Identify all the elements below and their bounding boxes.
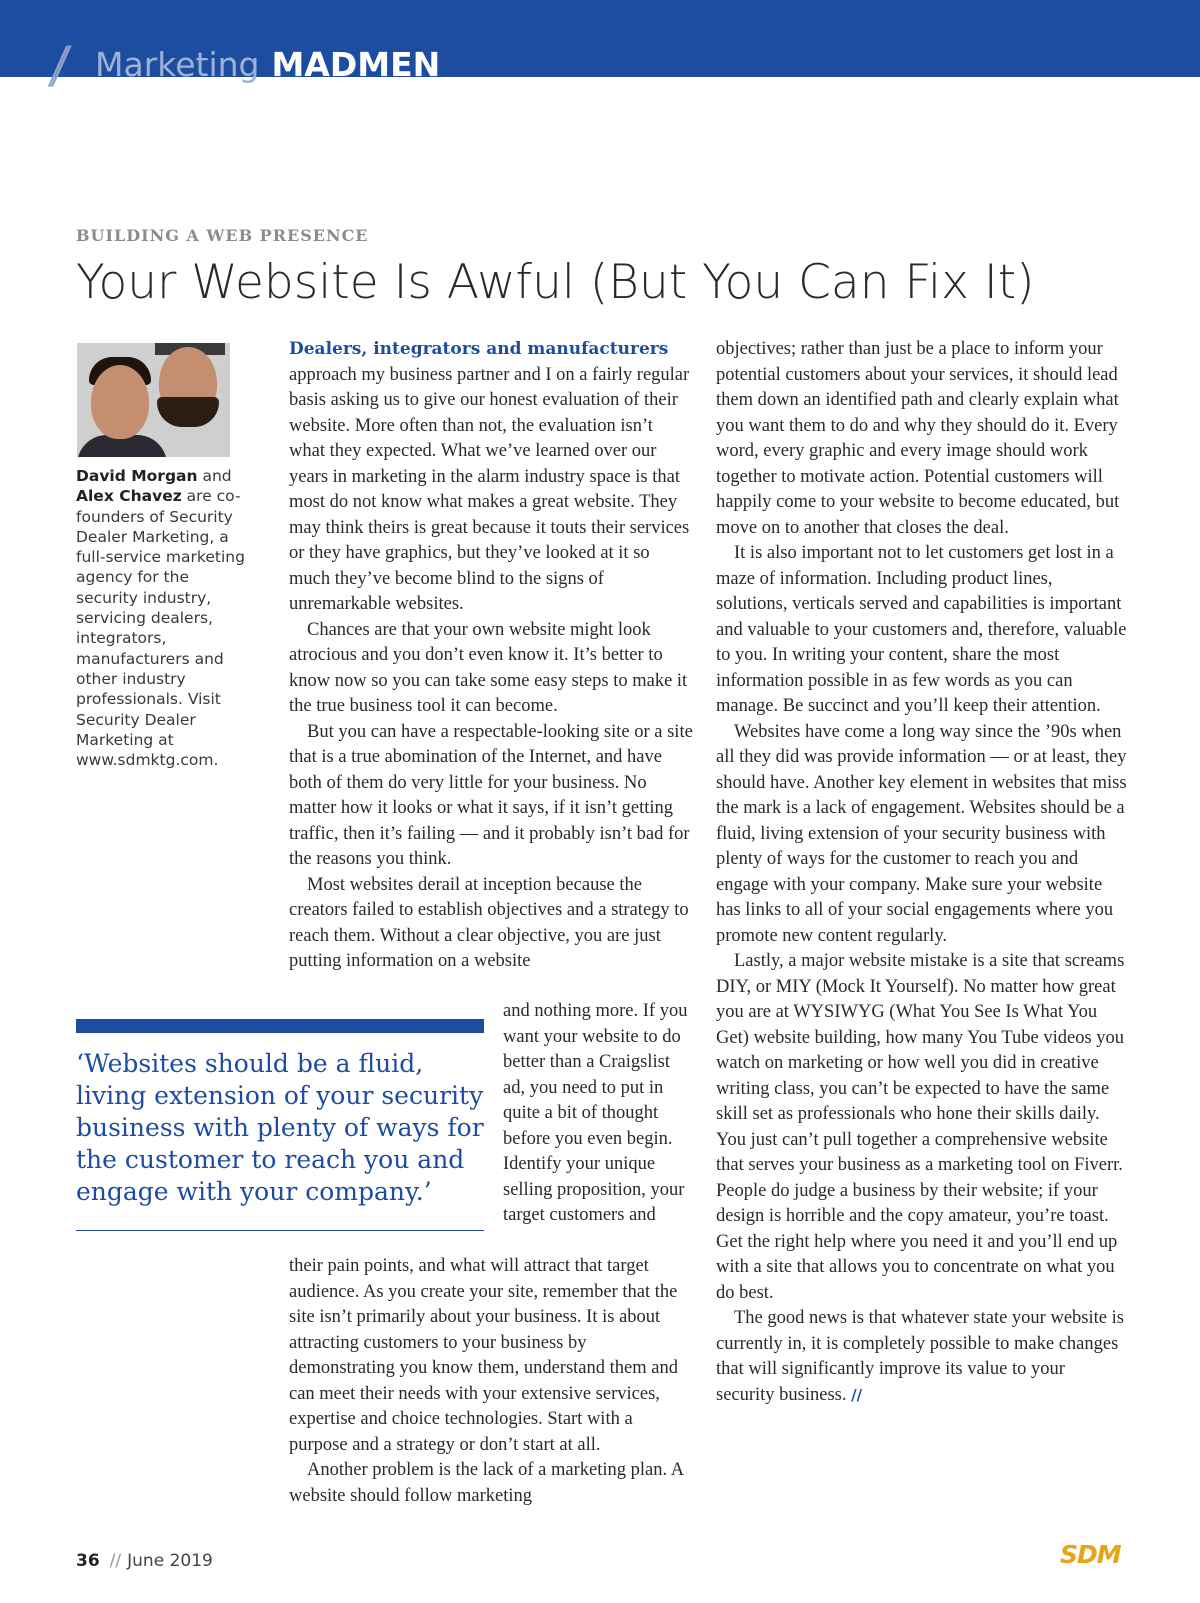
author-name-1: David Morgan xyxy=(76,467,198,485)
end-mark: // xyxy=(851,1385,863,1404)
page-number: 36 xyxy=(76,1551,100,1571)
pull-quote: ‘Websites should be a fluid, living extension of your security business with plenty of ways for the customer to reach you and engage with your company.’ xyxy=(76,1049,484,1206)
body-paragraph: Chances are that your own website might look atrocious and you don’t even know it. It’s better to know now so you can take some easy steps to make it the true business tool it can become. xyxy=(289,619,688,716)
section-title-light: Marketing xyxy=(95,45,260,84)
author-bio: David Morgan and Alex Chavez are co-founders of Security Dealer Marketing, a full-service marketing agency for the security industry, servicing dealers, integrators, manufacturers and other industry professionals. Visit Security Dealer Marketing at www.sdmktg.com. xyxy=(76,467,245,770)
author-photo xyxy=(77,343,230,457)
body-column-3 xyxy=(716,337,1128,1408)
footer-separator: // xyxy=(109,1551,122,1571)
body-paragraph: Most websites derail at inception because the creators failed to establish objectives and a strategy to reach them. Without a clear objective, you are just putting information on a website xyxy=(289,874,689,971)
body-paragraph: Lastly, a major website mistake is a site that screams DIY, or MIY (Mock It Yourself). No matter how great you are at WYSIWYG (What You See Is What You Get) website building, how many You Tube videos you watch on marketing or how well you did in creative writing class, you can’t be expected to have the same skill set as professionals who hone their skills daily. You just can’t pull together a comprehensive website that serves your business as a marketing tool on Fiverr. People do judge a business by their website; if your design is horrible and the copy amateur, you’re toast. Get the right help where you need it and you’ll end up with a site that allows you to concentrate on what you do best. xyxy=(716,951,1125,1303)
body-paragraph: But you can have a respectable-looking site or a site that is a true abomination of the Internet, and have both of them do very little for your business. No matter how it looks or what it says, if it isn’t getting traffic, then it’s failing — and it probably isn’t bad for the reasons you think. xyxy=(289,721,693,869)
section-slash-mark: // xyxy=(45,36,60,94)
author-name-2: Alex Chavez xyxy=(76,487,182,506)
body-paragraph: and nothing more. If you want your website to do better than a Craigslist ad, you need to put in quite a bit of thought before you even begin. Identify your unique selling proposition, your target customers and xyxy=(503,1001,688,1225)
body-column-2-top xyxy=(289,337,693,975)
issue-date: June 2019 xyxy=(127,1551,213,1571)
body-column-2-wrap xyxy=(503,999,695,1229)
body-paragraph: Another problem is the lack of a marketing plan. A website should follow marketing xyxy=(289,1460,684,1506)
sdm-logo: SDM xyxy=(1060,1540,1121,1569)
article-kicker: BUILDING A WEB PRESENCE xyxy=(76,226,369,245)
pull-quote-rule xyxy=(76,1230,484,1231)
body-paragraph: The good news is that whatever state your website is currently in, it is completely possible to make changes that will significantly improve its value to your security business. // xyxy=(716,1308,1124,1405)
body-paragraph: their pain points, and what will attract that target audience. As you create your site, remember that the site isn’t primarily about your business. It is about attracting customers to your business by demonstrating you know them, understand them and can meet their needs with your extensive services, expertise and choice technologies. Start with a purpose and a strategy or don’t start at all. xyxy=(289,1256,678,1455)
pull-quote-bar xyxy=(76,1019,484,1033)
section-title xyxy=(95,45,440,85)
body-paragraph: objectives; rather than just be a place to inform your potential customers about your services, it should lead them down an identified path and clearly explain what you want them to do and why they should do it. Every word, every graphic and every image should work together to motivate action. Potential customers will happily come to your website to become educated, but move on to another that closes the deal. xyxy=(716,339,1120,538)
body-paragraph: It is also important not to let customers get lost in a maze of information. Including product lines, solutions, verticals served and capabilities is important and valuable to your customers and, therefore, valuable to you. In writing your content, share the most information possible in as few words as you can manage. Be succinct and you’ll keep their attention. xyxy=(716,543,1127,716)
author-bio-text: are co-founders of Security Dealer Marketing, a full-service marketing agency for the security industry, servicing dealers, integrators, manufacturers and other industry professionals. Visit Security Dealer Marketing at www.sdmktg.com. xyxy=(76,487,245,770)
body-paragraph: Websites have come a long way since the ’90s when all they did was provide information — or at least, they should have. Another key element in websites that miss the mark is a lack of engagement. Websites should be a fluid, living extension of your security business with plenty of ways for the customer to reach you and engage with your company. Make sure your website has links to all of your social engagements where you promote new content regularly. xyxy=(716,721,1127,946)
body-paragraph: Dealers, integrators and manufacturers approach my business partner and I on a fairly regular basis asking us to give our honest evaluation of their website. More often than not, the evaluation isn’t what they expected. What we’ve learned over our years in marketing in the alarm industry space is that most do not know what makes a great website. They may think theirs is great because it touts their services or they have graphics, but they’ve looked at it so much they’ve become blind to the signs of unremarkable websites. xyxy=(289,339,690,614)
lead-in: Dealers, integrators and manufacturers xyxy=(289,339,669,359)
body-column-2-bottom xyxy=(289,1254,693,1509)
article-headline: Your Website Is Awful (But You Can Fix It) xyxy=(76,255,1035,310)
page-footer xyxy=(76,1551,213,1571)
section-title-bold: MADMEN xyxy=(271,45,441,84)
